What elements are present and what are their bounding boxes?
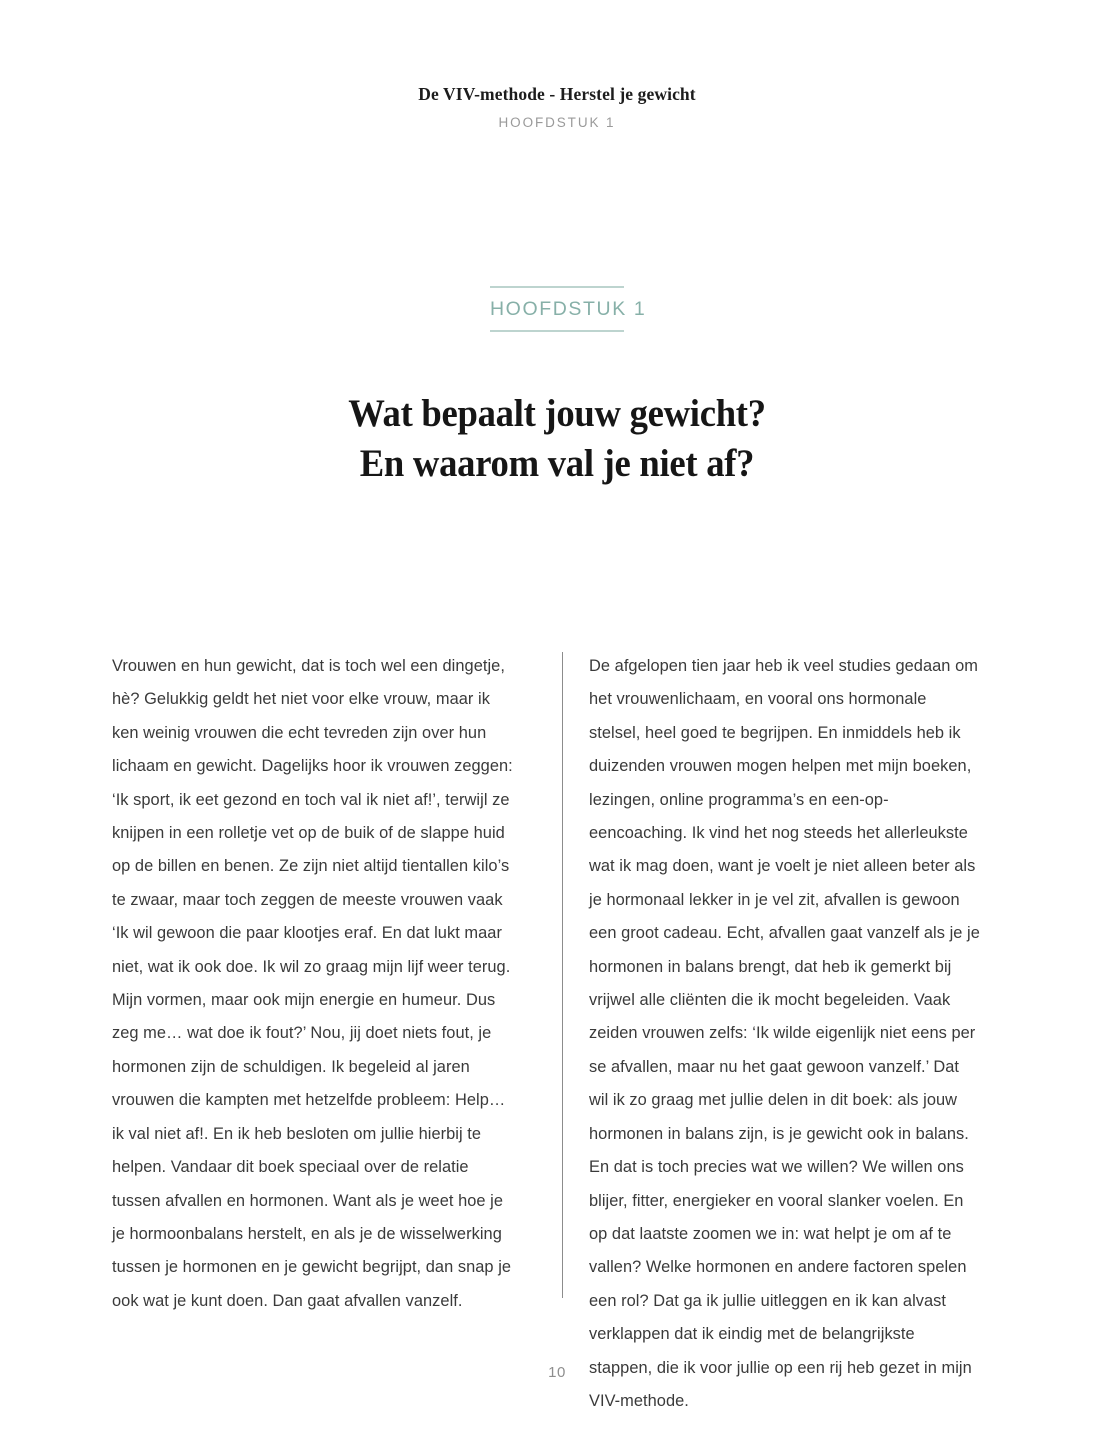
body-column-right — [547, 650, 982, 1418]
body-paragraph-left: Vrouwen en hun gewicht, dat is toch wel een dingetje, hè? Gelukkig geldt het niet voor elke vrouw, maar ik ken weinig vrouwen die echt tevreden zijn over hun lichaam en gewicht. Dagelijks hoor ik vrouwen zeggen: ‘Ik sport, ik eet gezond en toch val ik niet af!’, terwijl ze knijpen in een rolletje vet op de buik of de slappe huid op de billen en benen. Ze zijn niet altijd tientallen kilo’s te zwaar, maar toch zeggen de meeste vrouwen vaak ‘Ik wil gewoon die paar klootjes eraf. En dat lukt maar niet, wat ik ook doe. Ik wil zo graag mijn lijf weer terug. Mijn vormen, maar ook mijn energie en humeur. Dus zeg me… wat doe ik fout?’ Nou, jij doet niets fout, je hormonen zijn de schuldigen. Ik begeleid al jaren vrouwen die kampten met hetzelfde probleem: Help… ik val niet af!. En ik heb besloten om jullie hierbij te helpen. Vandaar dit boek speciaal over de relatie tussen afvallen en hormonen. Want als je weet hoe je je hormoonbalans herstelt, en als je de wisselwerking tussen je hormonen en je gewicht begrijpt, dan snap je ook wat je kunt doen. Dan gaat afvallen vanzelf. — [112, 657, 513, 1310]
running-head — [0, 84, 1114, 130]
body-column-left — [112, 650, 547, 1418]
chapter-title-line-1: Wat bepaalt jouw gewicht? — [348, 392, 766, 436]
column-divider — [562, 652, 563, 1298]
body-paragraph-right: De afgelopen tien jaar heb ik veel studies gedaan om het vrouwenlichaam, en vooral ons hormonale stelsel, heel goed te begrijpen. En inmiddels heb ik duizenden vrouwen mogen helpen met mijn boeken, lezingen, online programma’s en een-op-eencoaching. Ik vind het nog steeds het allerleukste wat ik mag doen, want je voelt je niet alleen beter als je hormonaal lekker in je vel zit, afvallen is gewoon een groot cadeau. Echt, afvallen gaat vanzelf als je je hormonen in balans brengt, dat heb ik gemerkt bij vrijwel alle cliënten die ik mocht begeleiden. Vaak zeiden vrouwen zelfs: ‘Ik wilde eigenlijk niet eens per se afvallen, maar nu het gaat gewoon vanzelf.’ Dat wil ik zo graag met jullie delen in dit boek: als jouw hormonen in balans zijn, is je gewicht ook in balans. En dat is toch precies wat we willen? We willen ons blijer, fitter, energieker en vooral slanker voelen. En op dat laatste zoomen we in: wat helpt je om af te vallen? Welke hormonen en andere factoren spelen een rol? Dat ga ik jullie uitleggen en ik kan alvast verklappen dat ik eindig met de belangrijkste stappen, die ik voor jullie op een rij heb gezet in mijn VIV-methode. — [589, 657, 980, 1410]
chapter-title — [33, 389, 1080, 489]
body-columns — [112, 650, 1024, 1418]
folio — [0, 1364, 1114, 1381]
chapter-eyebrow-label: HOOFDSTUK 1 — [490, 298, 647, 320]
page-number: 10 — [548, 1364, 566, 1381]
running-head-title: De VIV-methode - Herstel je gewicht — [418, 84, 696, 104]
chapter-rule-bottom — [490, 330, 624, 332]
chapter-eyebrow-badge — [490, 286, 647, 332]
chapter-title-line-2: En waarom val je niet af? — [359, 442, 755, 486]
running-head-subtitle: HOOFDSTUK 1 — [498, 114, 616, 130]
